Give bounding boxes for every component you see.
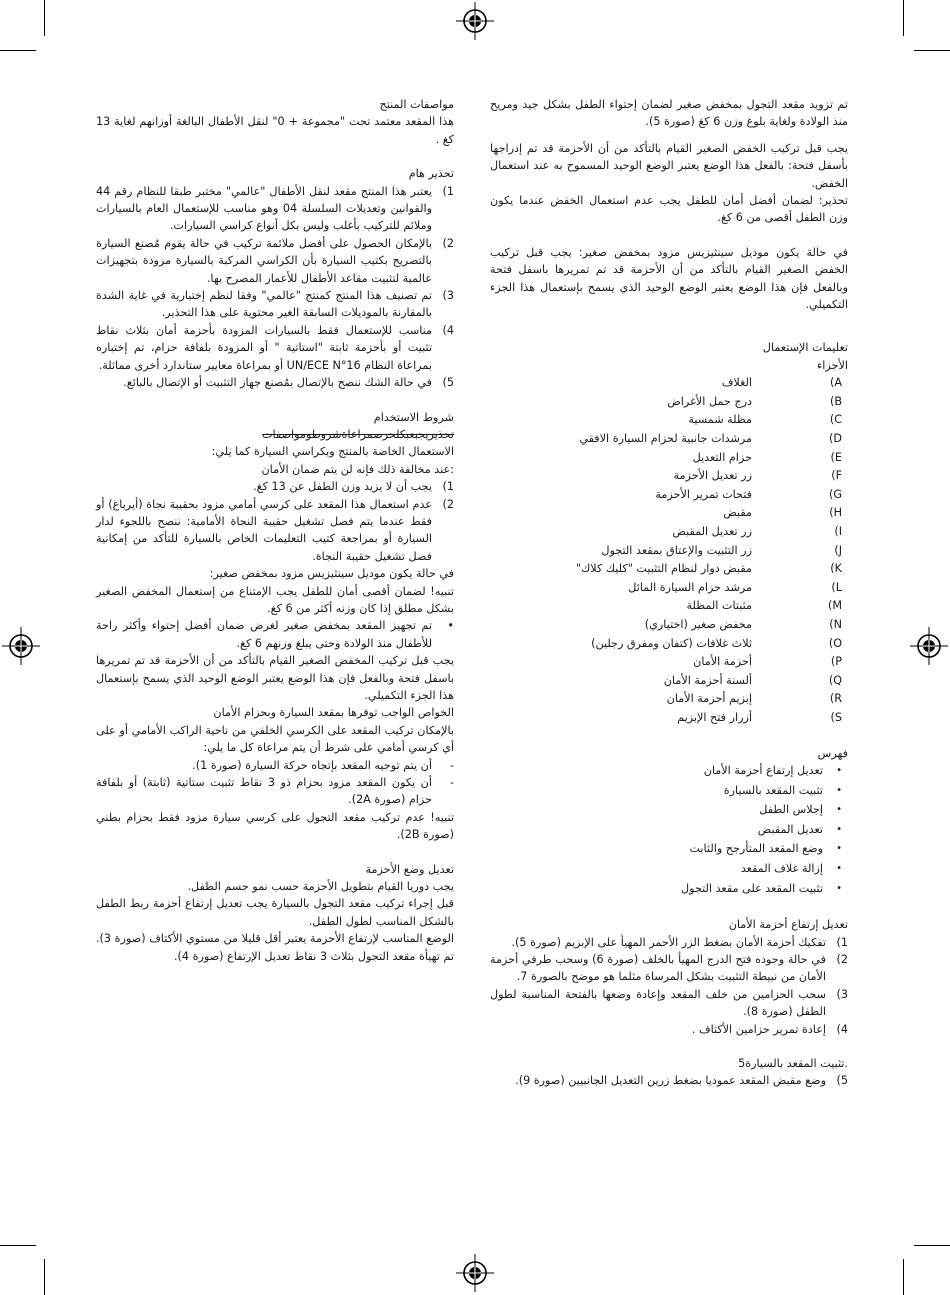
registration-mark-top <box>456 2 494 40</box>
list-item: • تثبيت المقعد بالسيارة <box>723 783 842 797</box>
properties-warning: تنبيه! عدم تركيب مقعد التجول على كرسي سيارة مزود فقط بحزام بطني (صورة 2B). <box>96 810 454 842</box>
list-item: B) درج حمل الأغراض <box>667 394 842 408</box>
reducer-warning: تحذير: لضمان أفضل أمان للطفل يجب عدم استعمال الخفض عندما يكون وزن الطفل أقصى من 6 كغ. <box>490 194 848 225</box>
list-item: 4) مناسب للإستعمال فقط بالسيارات المزودة بأحزمة أمان بثلاث نقاط تثبيت أو بأحزمة ثابتة "استاتية " أو المزودة بلفافة حزام، تم إختباره بمراعاة النظام UN/ECE N°16 أو بمراعاة معايير ستاندارد أخرى مماثلة. <box>96 323 454 372</box>
synthesis-warning: تنبيه! لضمان أقصى أمان للطفل يجب الإمتناع من إستعمال المخفض الصغير بشكل مطلق إذا كان وزنه أكثر من 6 كغ. <box>96 584 454 615</box>
parts-list <box>490 374 848 727</box>
crop-line <box>0 50 36 51</box>
registration-mark-left <box>2 627 40 665</box>
list-item: • تثبيت المقعد على مقعد التجول <box>680 881 842 895</box>
list-item: C) مظلة شمسية <box>688 413 842 427</box>
list-item: • تعديل المقبض <box>757 822 842 836</box>
warning-title: تحذير هام <box>408 167 454 181</box>
crop-line <box>914 50 950 51</box>
properties-title: الخواص الواجب توفرها بمقعد السيارة وبحزام الأمان <box>213 706 454 720</box>
list-item: 4) إعادة تمرير حزامين الأكتاف . <box>691 1022 848 1036</box>
list-item: 2) في حالة وجوده فتح الدرج المهيأ بالخلف (صورة 6) وسحب طرفي أحزمة الأمان من نبيطة التثبيت بشكل المرساة مثلما هو موضح بالصورة 7. <box>490 952 848 984</box>
list-item: 3) تم تصنيف هذا المنتج كمنتج "عالمي" وفقا لنظم إختبارية في غاية الشدة بالمقارنة بالموديلات السابقة الغير محتوية على هذا التحذير. <box>96 289 454 320</box>
usage-title: تعليمات الإستعمال <box>762 341 848 355</box>
list-item: 2) عدم استعمال هذا المقعد على كرسي أمامي مزود بحقيبة نجاة (أيرباغ) أو فقط عندما يتم فصل تشغيل حقيبة النجاة الأمامية: ننصح باللجوء لدار السيارة أو بمراجعة كتيب التعليمات الخاص بالسيارة للتأكد من إمكانية فصل تشغيل حقيبة النجاة. <box>96 497 454 563</box>
synthesis-line: في حالة يكون موديل سينثيزيس مزود بمخفض صغير: <box>209 567 454 581</box>
list-item: E) حزام التعديل <box>692 450 842 464</box>
list-item: 1) يعتبر هذا المنتج مقعد لنقل الأطفال "عالمي" مختبر طبقا للنظام رقم 44 والقوانين وتعديلات السلسلة 04 وهو مناسب للإستعمال العام بالسيارات وملائم للتركيب بأغلب وليس بكل أنواع كراسي السيارات. <box>96 184 454 233</box>
list-item: Q) ألسنة أحزمة الأمان <box>663 673 842 687</box>
harness-title: تعديل إرتفاع أحزمة الأمان <box>728 918 848 932</box>
list-item: • إجلاس الطفل <box>759 803 842 817</box>
synthesis-bullet-list <box>96 617 454 652</box>
belt-paragraph-1: يجب دوريا القيام بتطويل الأحزمة حسب نمو جسم الطفل. <box>187 880 454 894</box>
list-item: • تعديل إرتفاع أحزمة الأمان <box>703 763 842 777</box>
harness-steps <box>490 934 848 1038</box>
right-column <box>490 96 848 1090</box>
fix-steps <box>490 1072 848 1089</box>
list-item: • تم تجهيز المقعد بمخفض صغير لغرض ضمان أفضل إحتواء وأكثر راحة للأطفال منذ الولادة وحتى يبلغ وزنهم 6 كغ. <box>96 619 454 650</box>
synthesis-paragraph: يجب قبل تركيب المخفض الصغير القيام بالتأكد من أن الأحزمة قد تم تمريرها باسفل فتحة وبالفعل فإن هذا الوضع يعتبر الوضع الوحيد الذي يسمح بإستعمال هذا الجزء التكميلي. <box>96 654 454 702</box>
list-item: 2) بالإمكان الحصول على أفضل ملائمة تركيب في حالة يقوم مُصنع السيارة بالتصريح بكتيب السيارة بأن الكراسي المركبة بالسيارة مزودة بتجهيزات عالمية لتثبيت مقاعد الأطفال للأعمار المصرح بها. <box>96 236 454 285</box>
list-item: F) زر تعديل الأحزمة <box>673 469 842 483</box>
parts-title: الأجزاء <box>817 358 848 372</box>
crop-line <box>0 1245 36 1246</box>
list-item: 1) تفكيك أحزمة الأمان بضغط الزر الأحمر المهيأ على الإبزيم (صورة 5). <box>511 935 848 949</box>
list-item: J) زر التثبيت والإعتاق بمقعد التجول <box>601 543 842 557</box>
list-item: K) مقبض دوار لنظام التثبيت "كليك كلاك" <box>575 562 842 576</box>
conditions-intro-2: :عند مخالفة ذلك فإنه لن يتم ضمان الأمان <box>261 462 454 476</box>
spec-title: مواصفات المنتج <box>379 98 454 111</box>
fix-title: .تثبيت المقعد بالسيارة5 <box>738 1056 848 1070</box>
index-title: فهرس <box>817 746 848 760</box>
list-item: 5) وضع مقبض المقعد عموديا بضغط زرين التعديل الجانبيين (صورة 9). <box>515 1074 848 1088</box>
list-item: A) الغلاف <box>721 376 842 390</box>
crop-line <box>914 1245 950 1246</box>
reducer-paragraph: تم تزويد مقعد التجول بمخفض صغير لضمان إحتواء الطفل بشكل جيد ومريح منذ الولادة ولغاية بلوغ وزن 6 كغ (صورة 5). <box>490 98 848 129</box>
spec-text: هذا المقعد معتمد تحت "مجموعة + 0" لنقل الأطفال البالغة أوزانهم لغاية 13 كغ . <box>96 115 454 146</box>
conditions-strike-text: تحذيريجبعبكلحرصمراعاةشروطومواصفات <box>261 427 454 441</box>
list-item: S) أزرار فتح الإبزيم <box>677 710 842 724</box>
belt-title: تعديل وضع الأحزمة <box>365 862 454 876</box>
crop-line <box>903 0 904 36</box>
list-item: R) إبزيم أحزمة الأمان <box>666 692 842 706</box>
list-item: 5) في حالة الشك ننصح بالإتصال بمُصنع جهاز التثبيت أو الإتصال بالبائع. <box>123 376 454 390</box>
list-item: 1) يجب أن لا يزيد وزن الطفل عن 13 كغ. <box>253 480 454 494</box>
left-column <box>96 96 454 965</box>
properties-list <box>96 757 454 809</box>
list-item: • وضع المقعد المتأرجح والثابت <box>689 842 842 856</box>
list-item: - أن يتم توجيه المقعد بإتجاه حركة السيارة (صورة 1). <box>192 758 454 772</box>
list-item: O) ثلاث غلافات (كتفان ومفرق رجلين) <box>591 636 842 650</box>
crop-line <box>44 1259 45 1295</box>
conditions-list <box>96 478 454 565</box>
list-item: M) مثبتات المظلة <box>686 599 842 613</box>
list-item: - أن يكون المقعد مزود بحزام ذو 3 نقاط تثبيت ستاتية (ثابتة) أو بلفافة حزام (صورة 2A). <box>96 776 454 807</box>
conditions-title: شروط الاستخدام <box>373 410 454 424</box>
registration-mark-bottom <box>456 1254 494 1292</box>
list-item: • إزالة غلاف المقعد <box>740 861 842 875</box>
list-item: 3) سحب الحزامين من خلف المقعد وإعادة وضعها بالفتحة المناسبة لطول الطفل (صورة 8). <box>490 987 848 1019</box>
warning-list <box>96 183 454 392</box>
properties-paragraph: بالإمكان تركيب المقعد على الكرسي الخلفي من ناحية الراكب الأمامي أو على أي كرسي أمامي على شرط أن يتم مراعاة كل ما يلي: <box>96 723 454 755</box>
list-item: I) زر تعديل المقبض <box>672 525 842 539</box>
conditions-intro: الاستعمال الخاصة بالمنتج وبكراسي السيارة كما يلي: <box>211 445 454 459</box>
crop-line <box>44 0 45 36</box>
index-list <box>490 762 848 899</box>
list-item: N) مخفض صغير (اختياري) <box>644 618 842 631</box>
list-item: H) مقبض <box>723 506 842 520</box>
reducer-belts-paragraph: يجب قبل تركيب الخفض الصغير القيام بالتأكد من أن الأحزمة قد تم إدراجها بأسفل فتحة: بالفعل هذا الوضع يعتبر الوضع الوحيد المسموح به عند استعمال الخفض. <box>490 141 848 190</box>
belt-paragraph-2: قبل إجراء تركيب مقعد التجول بالسيارة يجب تعديل إرتفاع أحزمة ربط الطفل بالشكل المناسب لطول الطفل. <box>96 897 454 928</box>
list-item: G) فتحات تمرير الأحزمة <box>655 487 842 501</box>
synthesis-paragraph: في حالة يكون موديل سينثيزيس مزود بمخفض صغير: يجب قبل تركيب الخفض الصغير القيام بالتأكد من أن الأحزمة قد تم تمريرها باسفل فتحة وبالفعل فإن هذا الوضع يعتبر الوضع الوحيد الذي يسمح بإستعمال هذا الجزء التكميلي. <box>490 245 848 312</box>
crop-line <box>903 1259 904 1295</box>
belt-paragraph-3: الوضع المناسب لإرتفاع الأحزمة يعتبر أقل قليلا من مستوي الأكتاف (صورة 3). تم تهيأة مقعد التجول بثلاث 3 نقاط تعديل الإرتفاع (صورة 4). <box>96 932 454 963</box>
list-item: D) مرشدات جانبية لحزام السيارة الافقي <box>579 432 842 446</box>
registration-mark-right <box>910 627 948 665</box>
list-item: P) أحزمة الأمان <box>693 655 842 669</box>
list-item: L) مرشد حزام السيارة المائل <box>628 580 842 594</box>
